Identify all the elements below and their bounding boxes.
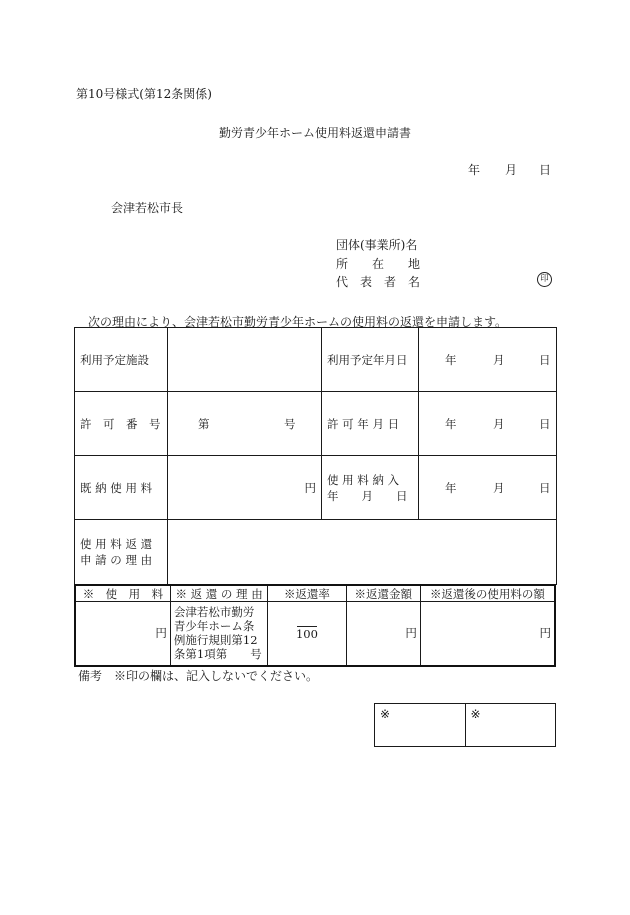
office-box-2: ※ [465, 704, 556, 747]
payment-date-label-line2: 年 月 日 [327, 488, 408, 503]
header-rate: ※返還率 [268, 585, 346, 602]
organization-label: 団体(事業所)名 [336, 238, 418, 252]
facility-field[interactable] [168, 328, 322, 392]
paid-fee-label: 既 納 使 用 料 [75, 456, 168, 520]
permit-number-label: 許 可 番 号 [75, 392, 168, 456]
permit-date-label: 許 可 年 月 日 [322, 392, 419, 456]
table-row [75, 328, 557, 392]
permit-year: 年 [445, 416, 457, 431]
fee-yen: 円 [155, 626, 167, 641]
header-fee: ※ 使 用 料 [75, 585, 170, 602]
amount-cell [346, 602, 420, 666]
payment-date-field[interactable] [419, 456, 557, 520]
address-label: 所 在 地 [336, 257, 421, 271]
reason-line: 条第1項第 号 [173, 647, 262, 662]
remarks: 備考 ※印の欄は、記入しないでください。 [78, 669, 319, 683]
table-row [375, 704, 556, 747]
refund-reason-label [75, 520, 168, 585]
planned-day: 日 [539, 352, 551, 367]
refund-reason-label-line1: 使 用 料 返 還 [80, 537, 153, 551]
table-row [75, 392, 557, 456]
reason-line: 例施行規則第12 [173, 633, 258, 648]
reason-line: 青少年ホーム条 [173, 619, 255, 634]
office-use-table [74, 584, 556, 667]
office-box-1: ※ [375, 704, 466, 747]
planned-month: 月 [493, 352, 505, 367]
reason-line: 会津若松市勤労 [173, 605, 255, 620]
permit-month: 月 [493, 416, 505, 431]
rate-denominator: 100 [295, 626, 318, 641]
paid-fee-field[interactable] [168, 456, 322, 520]
facility-label: 利用予定施設 [75, 328, 168, 392]
document-title: 勤労青少年ホーム使用料返還申請書 [218, 126, 411, 140]
amount-yen: 円 [405, 626, 417, 641]
header-reason: ※ 返 還 の 理 由 [170, 585, 267, 602]
refund-reason-field[interactable] [168, 520, 557, 585]
permit-number-prefix: 第 [198, 416, 210, 431]
remaining-fee-yen: 円 [539, 626, 551, 641]
payment-year: 年 [445, 480, 457, 495]
permit-date-field[interactable] [419, 392, 557, 456]
reason-cell [170, 602, 267, 666]
fee-cell [75, 602, 170, 666]
payment-date-label [322, 456, 419, 520]
remaining-fee-cell [420, 602, 555, 666]
seal-mark: 印 [537, 272, 552, 287]
planned-date-label: 利用予定年月日 [322, 328, 419, 392]
table-row [75, 520, 557, 585]
permit-day: 日 [539, 416, 551, 431]
table-row [75, 602, 555, 666]
rate-cell [268, 602, 346, 666]
planned-date-field[interactable] [419, 328, 557, 392]
representative-label: 代 表 者 名 [336, 275, 421, 289]
payment-date-label-line1: 使 用 料 納 入 [327, 472, 400, 487]
table-row [75, 585, 555, 602]
intro-text: 次の理由により、会津若松市勤労青少年ホームの使用料の返還を申請します。 [88, 315, 508, 329]
office-stamp-box [374, 703, 556, 747]
planned-year: 年 [445, 352, 457, 367]
header-amount: ※返還金額 [346, 585, 420, 602]
form-number: 第10号様式(第12条関係) [76, 87, 212, 101]
table-row [75, 456, 557, 520]
main-table [74, 327, 557, 585]
date-day: 日 [539, 163, 552, 177]
payment-month: 月 [493, 480, 505, 495]
refund-reason-label-line2: 申 請 の 理 由 [80, 553, 153, 567]
permit-number-suffix: 号 [284, 416, 296, 431]
header-remaining-fee: ※返還後の使用料の額 [420, 585, 555, 602]
paid-fee-yen: 円 [304, 480, 316, 495]
permit-number-field[interactable] [168, 392, 322, 456]
date-year: 年 [468, 163, 481, 177]
addressee: 会津若松市長 [111, 201, 184, 215]
payment-day: 日 [539, 480, 551, 495]
date-month: 月 [505, 163, 518, 177]
